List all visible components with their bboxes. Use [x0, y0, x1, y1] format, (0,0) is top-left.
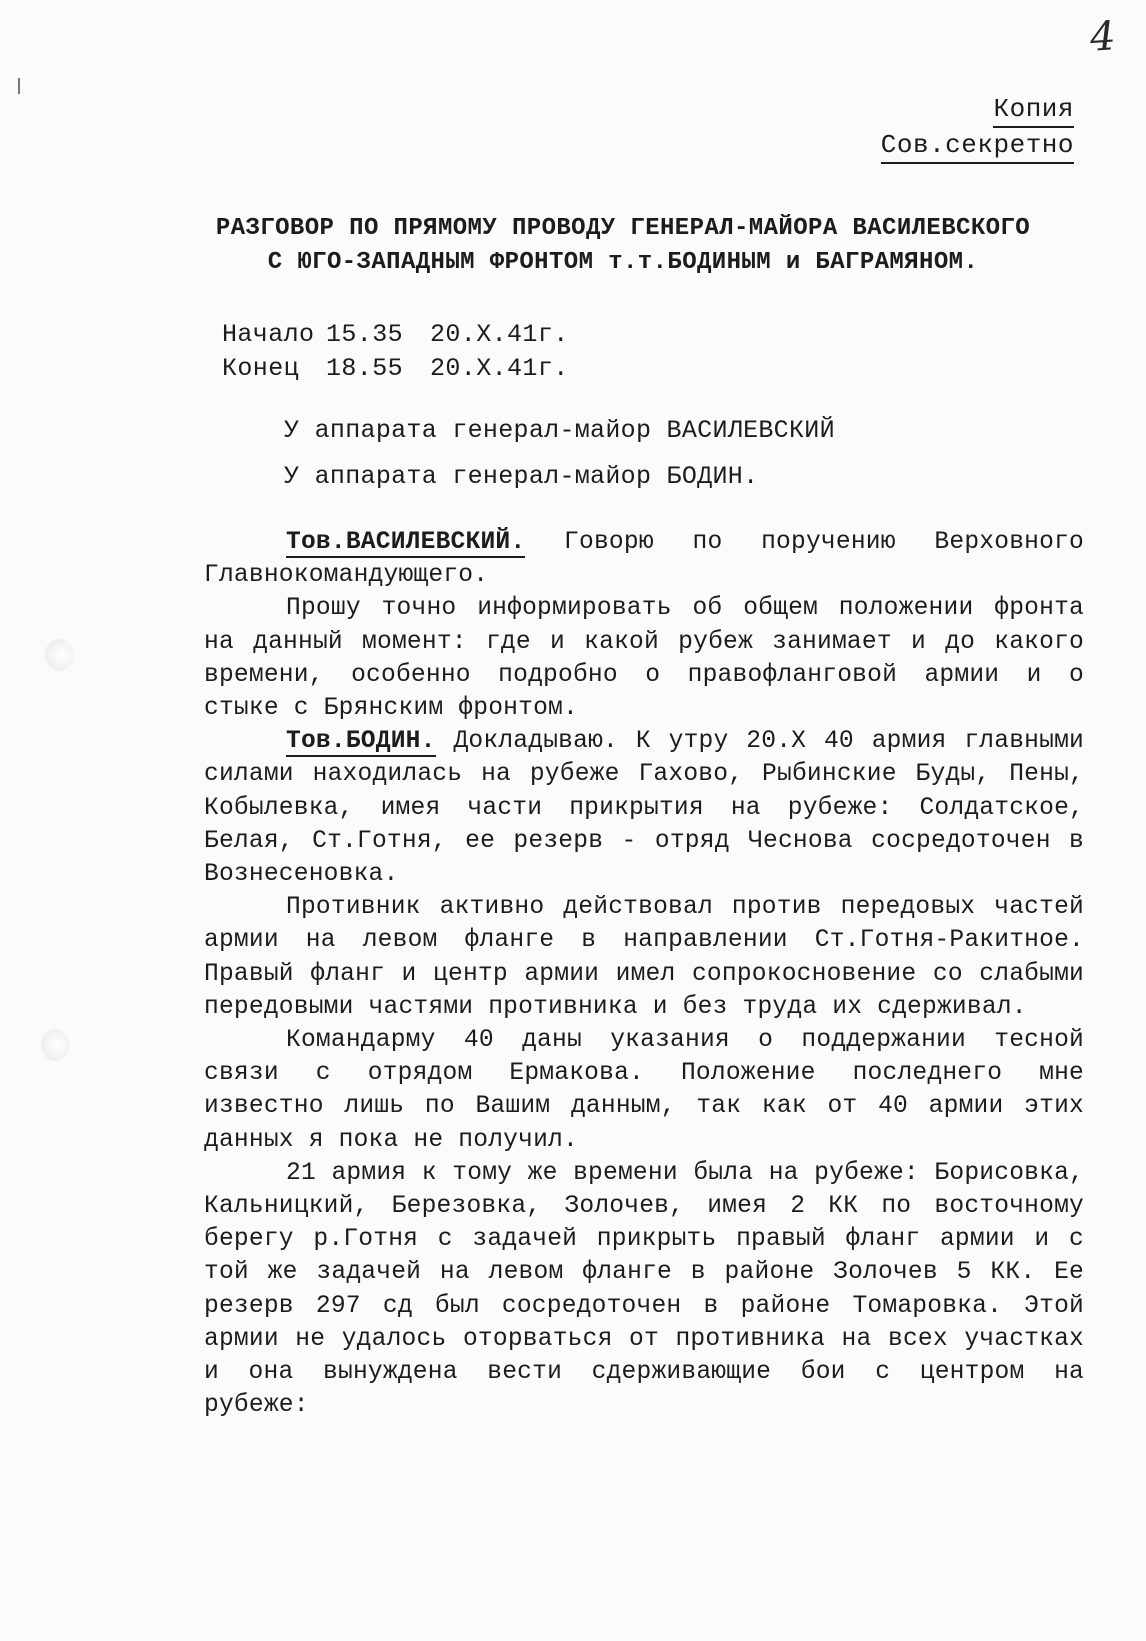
copy-mark-text: Копия [993, 94, 1074, 128]
transcript-body [204, 526, 1084, 1422]
end-label: Конец [222, 354, 300, 383]
document-title-line-1: РАЗГОВОР ПО ПРЯМОМУ ПРОВОДУ ГЕНЕРАЛ-МАЙОРА ВАСИЛЕВСКОГО [215, 215, 1031, 242]
page-number: 4 [1088, 13, 1118, 61]
paragraph-6: 21 армия к тому же времени была на рубеже: Борисовка, Кальницкий, Березовка, Золочев, имея 2 КК по восточному берегу р.Готня с задачей прикрыть правый фланг армии и с той же задачей на левом фланге в районе Золочев 5 КК. Ее резерв 297 сд был сосредоточен в районе Томаровка. Этой армии не удалось оторваться от противника на всех участках и она вынуждена вести сдерживающие бои с центром на рубеже: [204, 1159, 1084, 1420]
paragraph-5: Командарму 40 даны указания о поддержании тесной связи с отрядом Ермакова. Положение последнего мне известно лишь по Вашим данным, так как от 40 армии этих данных я пока не получил. [204, 1027, 1084, 1154]
punch-hole-top [46, 640, 72, 670]
paragraph-3-text: Докладываю. К утру 20.X 40 армия главными силами находилась на рубеже Гахово, Рыбинские Буды, Пены, Кобылевка, имея части прикрытия на рубеже: Солдатское, Белая, Ст.Готня, ее резерв - отряд Чеснова сосредоточен в Вознесеновка. [204, 728, 1084, 889]
classification-mark [881, 128, 1074, 162]
start-label: Начало [222, 320, 315, 349]
paragraph-4: Противник активно действовал против передовых частей армии на левом фланге в направлении Ст.Готня-Ракитное. Правый фланг и центр армии имел сопрокосновение со слабыми передовыми частями противника и без труда их сдерживал. [204, 894, 1084, 1021]
paragraph-2: Прошу точно информировать об общем положении фронта на данный момент: где и какой рубеж занимает и до какого времени, особенно подробно о правофланговой армии и о стыке с Брянским фронтом. [204, 595, 1084, 723]
end-time-row [222, 354, 569, 383]
margin-mark [18, 78, 20, 94]
speaker-bodin: Тов.БОДИН. [286, 728, 436, 756]
document-title-line-2: С ЮГО-ЗАПАДНЫМ ФРОНТОМ т.т.БОДИНЫМ и БАГРАМЯНОМ. [267, 249, 979, 276]
end-date: 20.X.41г. [430, 354, 569, 383]
end-time: 18.55 [326, 354, 404, 383]
speaker-vasilevsky: Тов.ВАСИЛЕВСКИЙ. [286, 529, 526, 556]
start-time: 15.35 [326, 320, 404, 349]
attendee-bodin: У аппарата генерал-майор БОДИН. [284, 462, 759, 491]
paragraph-1-text: Говорю по поручению Верховного Главнокомандующего. [204, 529, 1084, 590]
classification-text: Сов.секретно [881, 130, 1074, 164]
punch-hole-bottom [42, 1030, 68, 1060]
copy-mark [993, 92, 1074, 126]
paragraph-3 [204, 725, 1084, 891]
start-time-row [222, 320, 569, 349]
start-date: 20.X.41г. [430, 320, 569, 349]
attendee-vasilevsky: У аппарата генерал-майор ВАСИЛЕВСКИЙ [284, 416, 835, 445]
paragraph-1 [204, 526, 1084, 592]
